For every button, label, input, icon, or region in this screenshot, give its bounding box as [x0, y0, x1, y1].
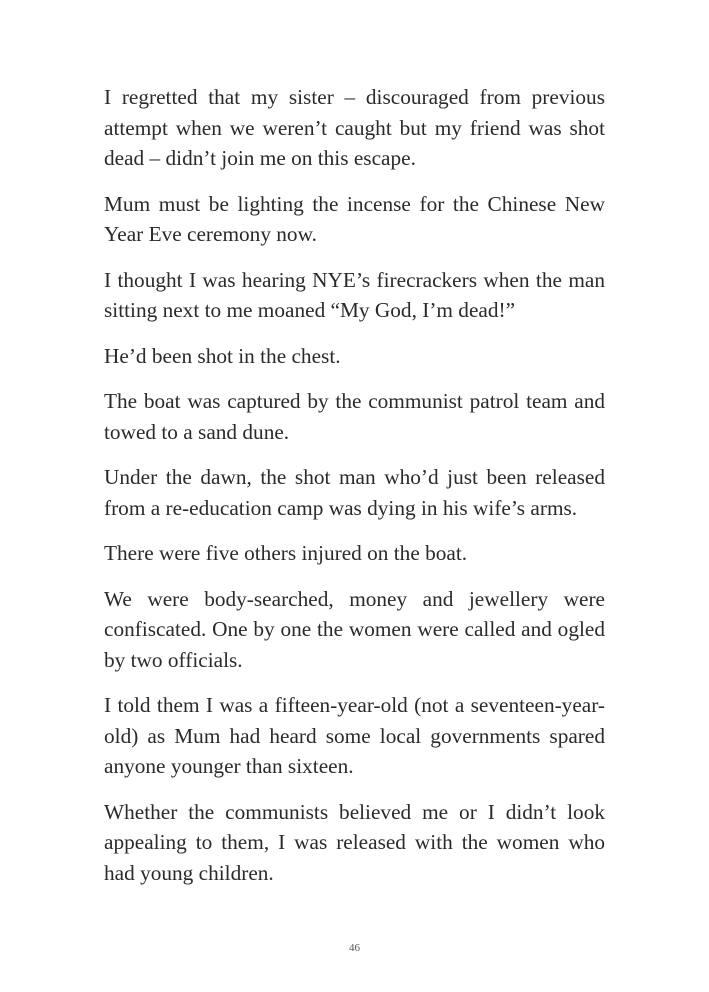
paragraph-9: I told them I was a fifteen-year-old (not a seventeen-year-old) as Mum had heard some local governments spared anyone younger than sixteen. [104, 693, 605, 778]
paragraph-4: He’d been shot in the chest. [104, 343, 341, 368]
paragraph-10: Whether the communists believed me or I didn’t look appealing to them, I was released with the women who had young children. [104, 799, 605, 885]
paragraph-1: I regretted that my sister – discouraged from previous attempt when we weren’t caught but my friend was shot dead – didn’t join me on this escape. [104, 85, 605, 170]
page-number: 46 [349, 942, 360, 954]
paragraph-8: We were body-searched, money and jewellery were confiscated. One by one the women were called and ogled by two officials. [104, 586, 605, 672]
paragraph-3: I thought I was hearing NYE’s firecrackers when the man sitting next to me moaned “My God, I’m dead!” [104, 267, 605, 322]
page-body [104, 82, 605, 903]
paragraph-5: The boat was captured by the communist patrol team and towed to a sand dune. [104, 389, 605, 444]
paragraph-2: Mum must be lighting the incense for the Chinese New Year Eve ceremony now. [104, 191, 605, 246]
paragraph-7: There were five others injured on the boat. [104, 541, 468, 565]
paragraph-6: Under the dawn, the shot man who’d just been released from a re-education camp was dying in his wife’s arms. [104, 465, 605, 520]
